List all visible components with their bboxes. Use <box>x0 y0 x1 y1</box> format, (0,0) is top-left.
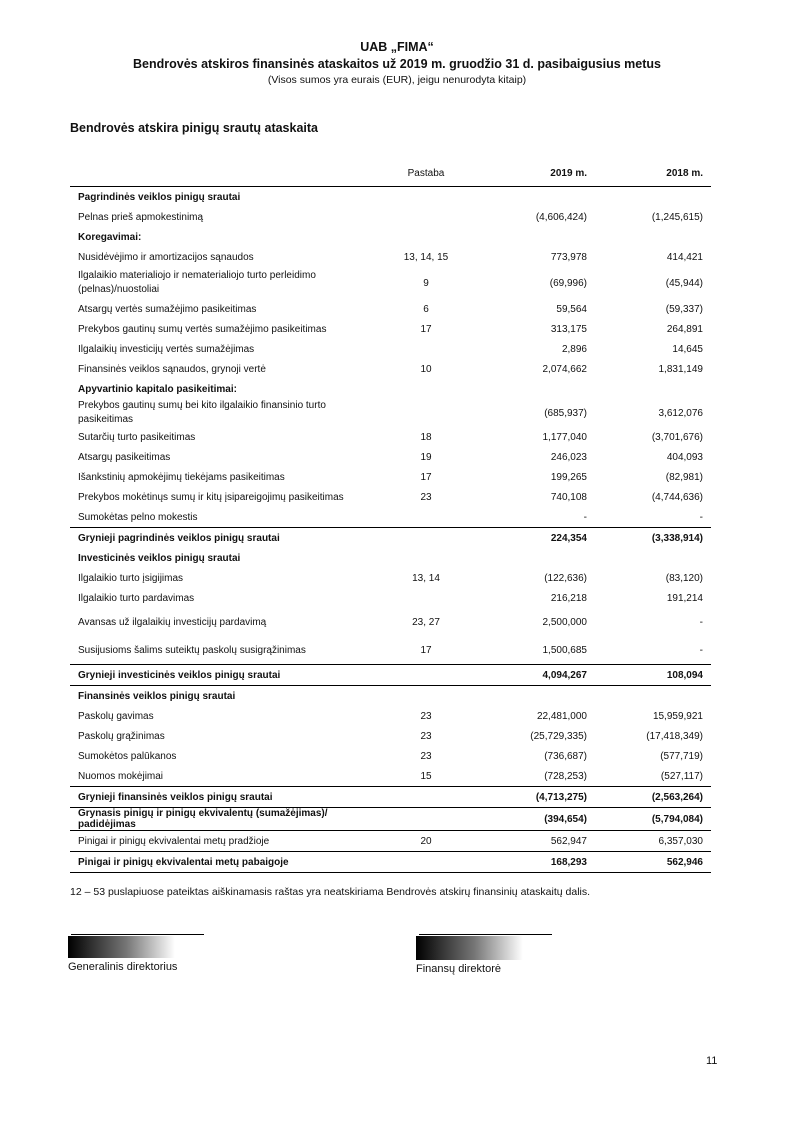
row-note: 10 <box>420 363 432 375</box>
row-value-2018: 3,612,076 <box>658 407 703 419</box>
col-2018-header: 2018 m. <box>595 160 711 187</box>
row-note: 6 <box>423 303 429 315</box>
row-value-2019: 1,500,685 <box>542 644 587 656</box>
signature-block-ceo <box>68 934 208 973</box>
signature-redaction <box>416 936 523 960</box>
row-note <box>373 852 479 873</box>
table-row <box>70 467 711 487</box>
row-value-2019: 773,978 <box>550 251 587 263</box>
table-header-row <box>70 160 711 187</box>
row-label: Ilgalaikio turto pardavimas <box>78 592 195 604</box>
table-row <box>70 766 711 787</box>
row-label: Grynieji investicinės veiklos pinigų srautai <box>70 665 373 686</box>
table-row <box>70 636 711 665</box>
table-row <box>70 227 711 247</box>
row-label: Pinigai ir pinigų ekvivalentai metų pabaigoje <box>70 852 373 873</box>
row-value-2019 <box>479 548 595 568</box>
row-note: 17 <box>420 644 432 656</box>
signature-line <box>71 934 204 935</box>
signature-label-cfo: Finansų direktorė <box>416 963 501 975</box>
row-label: Susijusioms šalims suteiktų paskolų susigrąžinimas <box>78 644 306 656</box>
row-note <box>373 399 479 427</box>
table-row <box>70 568 711 588</box>
row-note: 23 <box>420 710 432 722</box>
row-note <box>373 187 479 208</box>
table-row <box>70 399 711 427</box>
row-value-2019: 2,896 <box>561 343 587 355</box>
row-value-2018: (17,418,349) <box>646 730 703 742</box>
row-label: Ilgalaikių investicijų vertės sumažėjimas <box>78 343 255 355</box>
row-value-2018: (59,337) <box>665 303 703 315</box>
row-label: Ilgalaikio materialiojo ir nematerialiojo turto perleidimo (pelnas)/nuostoliai <box>78 270 316 295</box>
row-value-2018: (45,944) <box>665 277 703 289</box>
row-note: 15 <box>420 770 432 782</box>
row-value-2019: 4,094,267 <box>479 665 595 686</box>
row-value-2018: (1,245,615) <box>651 211 703 223</box>
row-label: Išankstinių apmokėjimų tiekėjams pasikeitimas <box>78 471 285 483</box>
table-row <box>70 528 711 549</box>
row-note: 23 <box>420 730 432 742</box>
table-row <box>70 746 711 766</box>
footnote: 12 – 53 puslapiuose pateiktas aiškinamasis raštas yra neatskiriama Bendrovės atskirų finansinių ataskaitų dalis. <box>70 886 591 898</box>
signature-line <box>419 934 552 935</box>
signature-label-ceo: Generalinis direktorius <box>68 961 178 973</box>
row-value-2019: (728,253) <box>544 770 587 782</box>
row-label: Nusidėvėjimo ir amortizacijos sąnaudos <box>78 251 254 263</box>
row-label: Sumokėtas pelno mokestis <box>78 511 198 523</box>
row-value-2018: 191,214 <box>666 592 703 604</box>
row-label: Prekybos gautinų sumų vertės sumažėjimo pasikeitimas <box>78 323 327 335</box>
table-row <box>70 339 711 359</box>
row-value-2018: 6,357,030 <box>595 831 711 852</box>
row-note: 17 <box>420 471 432 483</box>
row-value-2019 <box>479 379 595 399</box>
row-value-2018: - <box>699 644 703 656</box>
table-row <box>70 299 711 319</box>
row-label: Investicinės veiklos pinigų srautai <box>78 552 241 564</box>
row-value-2019: 199,265 <box>550 471 587 483</box>
row-value-2019: (4,606,424) <box>535 211 587 223</box>
col-note-header: Pastaba <box>373 160 479 187</box>
table-row <box>70 608 711 636</box>
row-value-2019: 216,218 <box>550 592 587 604</box>
table-row <box>70 207 711 227</box>
table-row <box>70 588 711 608</box>
table-row <box>70 808 711 831</box>
row-label: Koregavimai: <box>78 231 142 243</box>
row-value-2018: (82,981) <box>665 471 703 483</box>
row-value-2018: 414,421 <box>666 251 703 263</box>
table-row <box>70 359 711 379</box>
col-2019-header: 2019 m. <box>479 160 595 187</box>
row-note <box>373 339 479 359</box>
row-note: 13, 14, 15 <box>403 251 449 263</box>
row-note <box>373 379 479 399</box>
row-label: Prekybos mokėtinųs sumų ir kitų įsipareigojimų pasikeitimas <box>78 491 344 503</box>
row-value-2018: 15,959,921 <box>652 710 703 722</box>
row-value-2019: (736,687) <box>544 750 587 762</box>
row-value-2019 <box>479 227 595 247</box>
row-note <box>373 528 479 549</box>
row-value-2019: (69,996) <box>549 277 587 289</box>
row-value-2018: (3,338,914) <box>595 528 711 549</box>
row-note: 19 <box>420 451 432 463</box>
row-value-2018 <box>595 227 711 247</box>
table-row <box>70 706 711 726</box>
row-value-2019: 22,481,000 <box>536 710 587 722</box>
row-value-2018: (5,794,084) <box>595 808 711 831</box>
row-value-2018: (2,563,264) <box>595 787 711 808</box>
row-value-2018: (83,120) <box>665 572 703 584</box>
table-row <box>70 686 711 707</box>
row-label: Atsargų pasikeitimas <box>78 451 171 463</box>
row-note: 23, 27 <box>412 616 440 628</box>
table-row <box>70 852 711 873</box>
row-label: Pagrindinės veiklos pinigų srautai <box>78 191 241 203</box>
row-note <box>373 686 479 707</box>
row-label: Sumokėtos palūkanos <box>78 750 177 762</box>
row-value-2018 <box>595 548 711 568</box>
row-note <box>373 808 479 831</box>
table-row <box>70 726 711 746</box>
row-value-2019: 2,500,000 <box>542 616 587 628</box>
row-label: Pelnas prieš apmokestinimą <box>78 211 204 223</box>
row-value-2019: 313,175 <box>550 323 587 335</box>
row-note <box>373 207 479 227</box>
row-label: Grynasis pinigų ir pinigų ekvivalentų (sumažėjimas)/ padidėjimas <box>70 808 373 831</box>
row-label: Avansas už ilgalaikių investicijų pardavimą <box>78 616 267 628</box>
table-row <box>70 447 711 467</box>
cash-flow-table <box>70 160 711 873</box>
row-label: Atsargų vertės sumažėjimo pasikeitimas <box>78 303 257 315</box>
row-value-2018: (527,117) <box>660 770 703 782</box>
row-label: Paskolų gavimas <box>78 710 154 722</box>
document-subtitle: (Visos sumos yra eurais (EUR), jeigu nenurodyta kitaip) <box>267 74 527 86</box>
section-title: Bendrovės atskira pinigų srautų ataskaita <box>70 121 319 135</box>
row-value-2018: (577,719) <box>660 750 703 762</box>
row-value-2019: 59,564 <box>556 303 587 315</box>
table-row <box>70 187 711 208</box>
row-note: 20 <box>373 831 479 852</box>
row-value-2019: (25,729,335) <box>530 730 587 742</box>
row-label: Paskolų grąžinimas <box>78 730 165 742</box>
row-value-2018 <box>595 686 711 707</box>
row-note <box>373 665 479 686</box>
row-note <box>373 227 479 247</box>
row-label: Apyvartinio kapitalo pasikeitimai: <box>78 383 237 395</box>
company-name: UAB „FIMA“ <box>360 40 434 54</box>
row-value-2019: (4,713,275) <box>479 787 595 808</box>
table-row <box>70 787 711 808</box>
document-title: Bendrovės atskiros finansinės ataskaitos už 2019 m. gruodžio 31 d. pasibaigusius metus <box>133 57 661 71</box>
table-row <box>70 831 711 852</box>
table-row <box>70 267 711 299</box>
row-value-2018: (4,744,636) <box>651 491 703 503</box>
col-label-header <box>70 160 373 187</box>
row-note <box>373 588 479 608</box>
row-value-2018: 14,645 <box>672 343 703 355</box>
row-note: 23 <box>420 491 432 503</box>
table-row <box>70 427 711 447</box>
row-value-2019: - <box>583 511 587 523</box>
table-row <box>70 548 711 568</box>
row-value-2019: (394,654) <box>479 808 595 831</box>
row-value-2019 <box>479 686 595 707</box>
row-value-2018 <box>595 187 711 208</box>
row-note: 18 <box>420 431 432 443</box>
row-note: 17 <box>420 323 432 335</box>
row-value-2018: - <box>699 511 703 523</box>
row-value-2018: 264,891 <box>666 323 703 335</box>
row-value-2019: (122,636) <box>544 572 587 584</box>
row-value-2019: 740,108 <box>550 491 587 503</box>
row-label: Finansinės veiklos pinigų srautai <box>78 690 236 702</box>
table-row <box>70 319 711 339</box>
signature-block-cfo <box>416 934 556 975</box>
table-row <box>70 247 711 267</box>
row-note <box>373 507 479 528</box>
row-value-2019: 2,074,662 <box>542 363 587 375</box>
row-value-2019 <box>479 187 595 208</box>
row-label: Prekybos gautinų sumų bei kito ilgalaikio finansinio turto pasikeitimas <box>78 400 326 425</box>
row-label: Ilgalaikio turto įsigijimas <box>78 572 184 584</box>
row-note: 13, 14 <box>412 572 440 584</box>
row-label: Grynieji finansinės veiklos pinigų srautai <box>70 787 373 808</box>
row-value-2018: - <box>699 616 703 628</box>
row-value-2019: 562,947 <box>479 831 595 852</box>
row-value-2018: 404,093 <box>666 451 703 463</box>
row-label: Nuomos mokėjimai <box>78 770 164 782</box>
row-label: Grynieji pagrindinės veiklos pinigų srautai <box>70 528 373 549</box>
row-note <box>373 787 479 808</box>
row-value-2019: 168,293 <box>479 852 595 873</box>
row-value-2019: 224,354 <box>479 528 595 549</box>
table-row <box>70 487 711 507</box>
row-value-2019: (685,937) <box>544 407 587 419</box>
row-value-2019: 246,023 <box>550 451 587 463</box>
row-note: 9 <box>423 277 429 289</box>
table-row <box>70 507 711 528</box>
table-row <box>70 379 711 399</box>
row-note <box>373 548 479 568</box>
page-number: 11 <box>706 1055 718 1067</box>
row-value-2019: 1,177,040 <box>542 431 587 443</box>
row-label: Finansinės veiklos sąnaudos, grynoji vertė <box>78 363 266 375</box>
row-value-2018: 108,094 <box>595 665 711 686</box>
row-value-2018: (3,701,676) <box>651 431 703 443</box>
row-note: 23 <box>420 750 432 762</box>
signature-redaction <box>68 936 175 958</box>
row-value-2018: 1,831,149 <box>658 363 703 375</box>
row-value-2018 <box>595 379 711 399</box>
row-value-2018: 562,946 <box>595 852 711 873</box>
row-label: Sutarčių turto pasikeitimas <box>78 431 196 443</box>
table-row <box>70 665 711 686</box>
row-label: Pinigai ir pinigų ekvivalentai metų pradžioje <box>70 831 373 852</box>
